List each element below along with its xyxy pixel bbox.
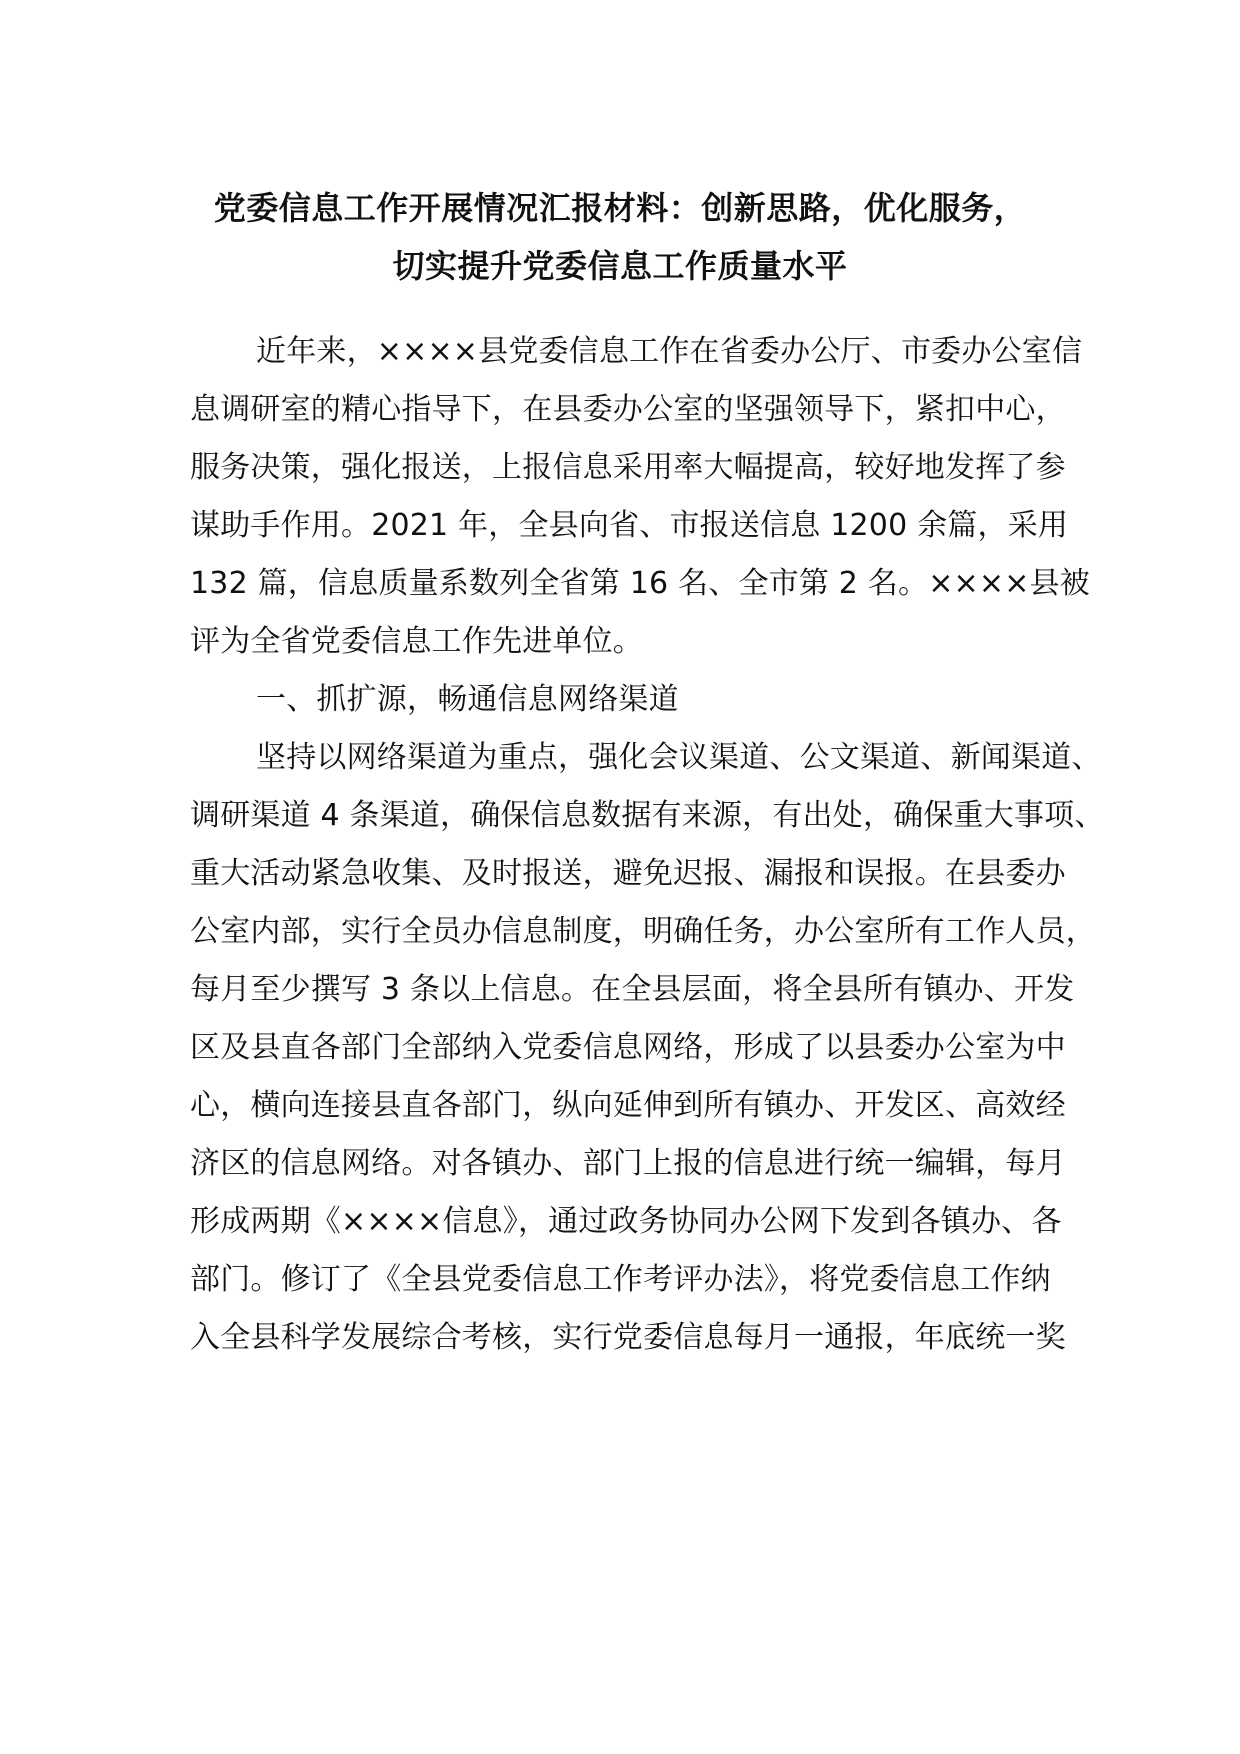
section-heading-1: 一、抓扩源，畅通信息网络渠道 [256, 682, 679, 717]
paragraph-2-line-11: 入全县科学发展综合考核，实行党委信息每月一通报，年底统一奖 [190, 1320, 1066, 1355]
paragraph-1-line-6: 评为全省党委信息工作先进单位。 [190, 624, 643, 659]
paragraph-2-line-2: 调研渠道 4 条渠道，确保信息数据有来源，有出处，确保重大事项、 [190, 798, 1105, 833]
paragraph-2-line-3: 重大活动紧急收集、及时报送，避免迟报、漏报和误报。在县委办 [190, 856, 1066, 891]
paragraph-1-line-4: 谋助手作用。2021 年，全县向省、市报送信息 1200 余篇，采用 [190, 508, 1069, 543]
paragraph-2-line-7: 心，横向连接县直各部门，纵向延伸到所有镇办、开发区、高效经 [190, 1088, 1066, 1123]
paragraph-2-line-4: 公室内部，实行全员办信息制度，明确任务，办公室所有工作人员， [190, 914, 1096, 949]
paragraph-2-line-9: 形成两期《××××信息》，通过政务协同办公网下发到各镇办、各 [190, 1204, 1062, 1239]
document-title-line-1: 党委信息工作开展情况汇报材料：创新思路，优化服务， [213, 189, 1027, 227]
paragraph-1-line-2: 息调研室的精心指导下，在县委办公室的坚强领导下，紧扣中心， [190, 392, 1066, 427]
paragraph-2-line-8: 济区的信息网络。对各镇办、部门上报的信息进行统一编辑，每月 [190, 1146, 1066, 1181]
paragraph-1-line-3: 服务决策，强化报送，上报信息采用率大幅提高，较好地发挥了参 [190, 450, 1066, 485]
paragraph-2-line-5: 每月至少撰写 3 条以上信息。在全县层面，将全县所有镇办、开发 [190, 972, 1075, 1007]
paragraph-2-line-6: 区及县直各部门全部纳入党委信息网络，形成了以县委办公室为中 [190, 1030, 1066, 1065]
document-title-line-2: 切实提升党委信息工作质量水平 [392, 247, 848, 285]
paragraph-1-line-5: 132 篇，信息质量系数列全省第 16 名、全市第 2 名。××××县被 [190, 566, 1090, 601]
paragraph-2-line-10: 部门。修订了《全县党委信息工作考评办法》，将党委信息工作纳 [190, 1262, 1051, 1297]
paragraph-1-line-1: 近年来，××××县党委信息工作在省委办公厅、市委办公室信 [256, 334, 1083, 369]
paragraph-2-line-1: 坚持以网络渠道为重点，强化会议渠道、公文渠道、新闻渠道、 [256, 740, 1102, 775]
